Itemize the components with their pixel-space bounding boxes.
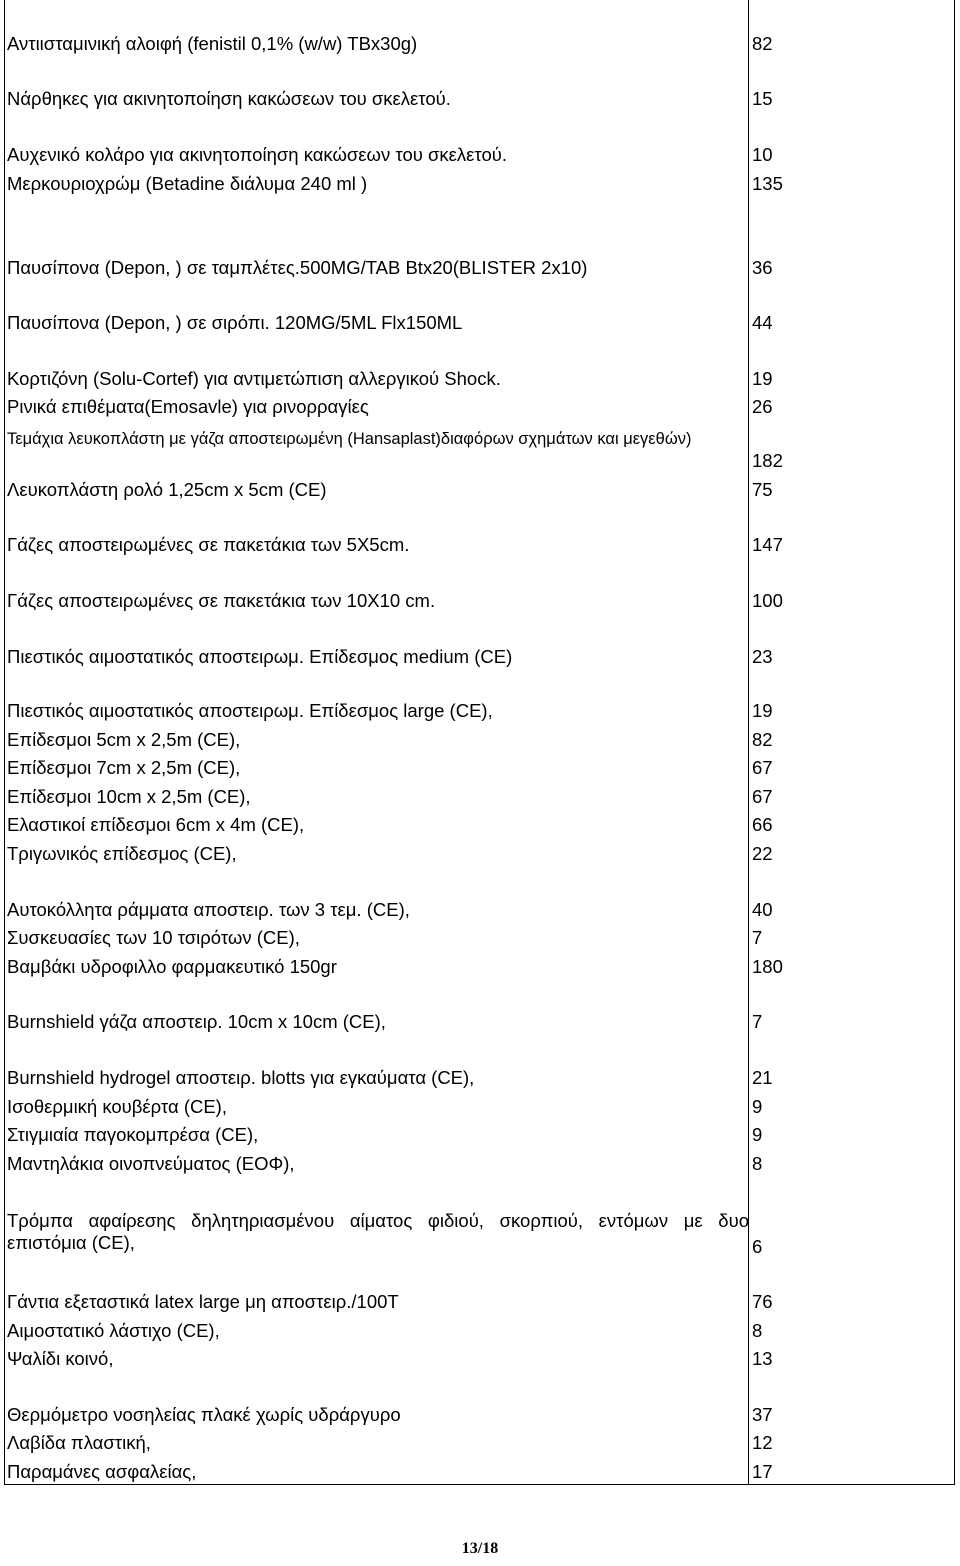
item-quantity: 22 [752,843,773,864]
item-quantity: 37 [752,1404,773,1425]
item-quantity: 135 [752,173,783,194]
page-number: 13/18 [461,1540,499,1557]
item-name: Τριγωνικός επίδεσμος (CE), [7,843,237,864]
item-quantity: 66 [752,814,773,835]
item-name: Παυσίπονα (Depon, ) σε σιρόπι. 120MG/5ML Flx150ML [7,312,463,333]
item-quantity: 6 [752,1236,763,1257]
item-quantity: 7 [752,1011,763,1032]
item-name: Γάντια εξεταστικά latex large μη αποστειρ./100T [7,1291,399,1312]
item-quantity: 19 [752,700,773,721]
item-name: Τρόμπα αφαίρεσης δηλητηριασμένου αίματος φιδιού, σκορπιού, εντόμων με δυο επιστόμια (CE), [7,1210,749,1253]
item-quantity: 82 [752,729,773,750]
table-right-border [954,0,955,1484]
item-quantity: 12 [752,1432,773,1453]
item-quantity: 9 [752,1124,763,1145]
item-quantity: 182 [752,450,783,471]
table-left-border [4,0,5,1484]
item-quantity: 15 [752,88,773,109]
item-name: Λευκοπλάστη ρολό 1,25cm x 5cm (CE) [7,479,327,500]
item-quantity: 82 [752,33,773,54]
item-name: Συσκευασίες των 10 τσιρότων (CE), [7,927,300,948]
item-name: Burnshield hydrogel αποστειρ. blotts για εγκαύματα (CE), [7,1067,475,1088]
item-name: Ελαστικοί επίδεσμοι 6cm x 4m (CE), [7,814,305,835]
item-name: Βαμβάκι υδροφιλλο φαρμακευτικό 150gr [7,956,337,977]
item-name: Ισοθερμική κουβέρτα (CE), [7,1096,227,1117]
item-quantity: 67 [752,757,773,778]
item-quantity: 44 [752,312,773,333]
item-quantity: 8 [752,1153,763,1174]
item-name: Λαβίδα πλαστική, [7,1432,151,1453]
item-quantity: 147 [752,534,783,555]
item-name: Ψαλίδι κοινό, [7,1348,114,1369]
item-quantity: 10 [752,144,773,165]
item-quantity: 75 [752,479,773,500]
item-name: Πιεστικός αιμοστατικός αποστειρωμ. Επίδεσμος large (CE), [7,700,493,721]
item-name: Παυσίπονα (Depon, ) σε ταμπλέτες.500MG/TAB Btx20(BLISTER 2x10) [7,257,588,278]
item-quantity: 7 [752,927,763,948]
item-name: Αυχενικό κολάρο για ακινητοποίηση κακώσεων του σκελετού. [7,144,507,165]
item-name: Κορτιζόνη (Solu-Cortef) για αντιμετώπιση αλλεργικού Shock. [7,368,501,389]
item-name: Αυτοκόλλητα ράμματα αποστειρ. των 3 τεμ. (CE), [7,899,410,920]
item-quantity: 180 [752,956,783,977]
item-name: Γάζες αποστειρωμένες σε πακετάκια των 5Χ5cm. [7,534,410,555]
item-quantity: 19 [752,368,773,389]
item-quantity: 21 [752,1067,773,1088]
item-name: Μαντηλάκια οινοπνεύματος (ΕΟΦ), [7,1153,295,1174]
item-name: Θερμόμετρο νοσηλείας πλακέ χωρίς υδράργυρο [7,1404,401,1425]
item-quantity: 40 [752,899,773,920]
item-quantity: 9 [752,1096,763,1117]
item-quantity: 13 [752,1348,773,1369]
table-bottom-border [4,1484,955,1485]
item-quantity: 76 [752,1291,773,1312]
item-name: Γάζες αποστειρωμένες σε πακετάκια των 10Χ10 cm. [7,590,436,611]
item-name: Αντιισταμινική αλοιφή (fenistil 0,1% (w/w) TBx30g) [7,33,418,54]
item-name: Burnshield γάζα αποστειρ. 10cm x 10cm (CE), [7,1011,386,1032]
item-quantity: 23 [752,646,773,667]
item-name: Ρινικά επιθέματα(Emosavle) για ρινορραγίες [7,396,369,417]
item-name: Επίδεσμοι 7cm x 2,5m (CE), [7,757,241,778]
item-name: Νάρθηκες για ακινητοποίηση κακώσεων του σκελετού. [7,88,451,109]
item-quantity: 26 [752,396,773,417]
item-name: Αιμοστατικό λάστιχο (CE), [7,1320,220,1341]
item-quantity: 8 [752,1320,763,1341]
item-name: Πιεστικός αιμοστατικός αποστειρωμ. Επίδεσμος medium (CE) [7,646,513,667]
item-quantity: 17 [752,1461,773,1482]
item-name: Τεμάχια λευκοπλάστη με γάζα αποστειρωμένη (Hansaplast)διαφόρων σχημάτων και μεγεθών) [7,430,692,448]
item-name: Στιγμιαία παγοκομπρέσα (CE), [7,1124,259,1145]
item-quantity: 36 [752,257,773,278]
item-quantity: 100 [752,590,783,611]
item-name: Μερκουριοχρώμ (Betadine διάλυμα 240 ml ) [7,173,368,194]
item-name: Επίδεσμοι 10cm x 2,5m (CE), [7,786,251,807]
item-name: Παραμάνες ασφαλείας, [7,1461,197,1482]
item-name: Επίδεσμοι 5cm x 2,5m (CE), [7,729,241,750]
item-quantity: 67 [752,786,773,807]
